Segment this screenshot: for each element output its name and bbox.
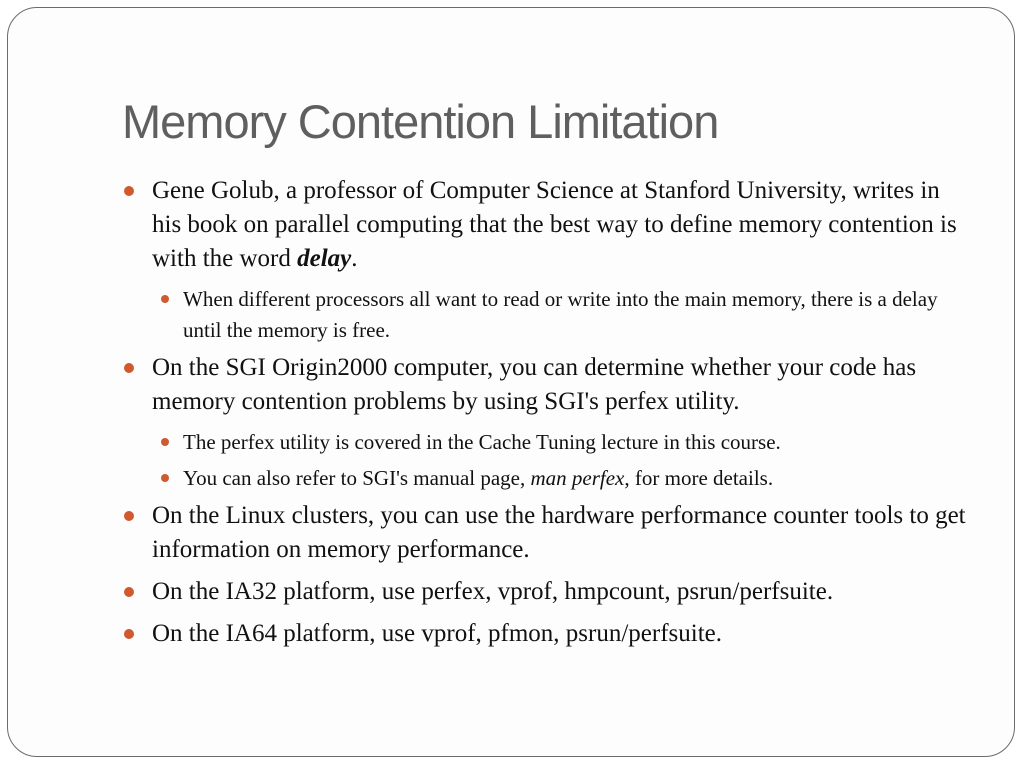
sub-bullet-item [122,463,972,494]
bullet-item [122,499,972,567]
sub-bullet-text-end: , for more details. [624,466,774,490]
bullet-text: On the IA32 platform, use perfex, vprof, hmpcount, psrun/perfsuite. [152,578,834,605]
bullet-icon [124,186,134,196]
sub-bullet-text: You can also refer to SGI's manual page, [183,466,531,490]
sub-bullet-text: The perfex utility is covered in the Cache Tuning lecture in this course. [183,430,781,454]
bullet-text: On the SGI Origin2000 computer, you can determine whether your code has memory contention problems by using SGI's perfex utility. [152,354,917,415]
emphasis-text: man perfex [530,466,625,490]
bullet-text: Gene Golub, a professor of Computer Science at Stanford University, writes in his book on parallel computing that the best way to define memory contention is with the word [152,177,957,272]
bullet-text-end: . [351,245,358,272]
sub-bullet-icon [161,295,169,303]
bullet-icon [124,363,134,373]
bullet-icon [124,629,134,639]
sub-bullet-icon [161,438,169,446]
bullet-item [122,174,972,276]
bullet-text: On the IA64 platform, use vprof, pfmon, psrun/perfsuite. [152,620,723,647]
emphasis-text: delay [297,245,352,272]
bullet-icon [124,587,134,597]
sub-bullet-item [122,284,972,346]
bullet-text: On the Linux clusters, you can use the hardware performance counter tools to get information on memory performance. [152,502,966,563]
sub-bullet-icon [161,474,169,482]
sub-bullet-text: When different processors all want to read or write into the main memory, there is a delay until the memory is free. [183,287,938,342]
bullet-item [122,575,972,609]
slide-frame [7,7,1015,757]
slide-title: Memory Contention Limitation [122,95,719,148]
sub-bullet-item [122,427,972,458]
bullet-icon [124,511,134,521]
bullet-list [122,174,972,659]
bullet-item [122,351,972,419]
bullet-item [122,617,972,651]
